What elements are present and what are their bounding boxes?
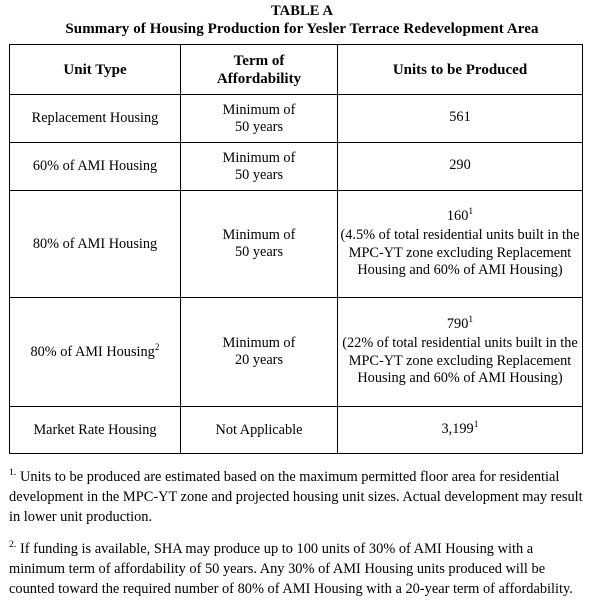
term-line2: 50 years bbox=[234, 166, 284, 183]
table-label: TABLE A bbox=[270, 3, 334, 19]
column-header-units-to-be-produced: Units to be Produced bbox=[338, 45, 583, 95]
cell-unit-type bbox=[10, 298, 181, 407]
cell-unit-type bbox=[10, 407, 181, 454]
cell-units bbox=[338, 95, 583, 143]
units-amount-wrap bbox=[338, 316, 582, 333]
term-line1: Minimum of bbox=[222, 335, 296, 351]
column-header-term-of-affordability bbox=[181, 45, 338, 95]
footnote-2 bbox=[9, 540, 588, 599]
column-header-unit-type: Unit Type bbox=[10, 45, 181, 95]
term-line1: Minimum of bbox=[222, 149, 296, 166]
cell-term bbox=[181, 95, 338, 143]
table-caption: Summary of Housing Production for Yesler Terrace Redevelopment Area bbox=[65, 21, 539, 37]
cell-units bbox=[338, 407, 583, 454]
table-row bbox=[10, 143, 583, 191]
cell-unit-type bbox=[10, 191, 181, 298]
unit-type-text: Market Rate Housing bbox=[33, 421, 157, 438]
table-row bbox=[10, 298, 583, 407]
footnote-1-text: Units to be produced are estimated based on the maximum permitted floor area for residential development in the MPC-YT zone and projected housing unit sizes. Actual development may result in lower unit production. bbox=[9, 469, 583, 525]
column-header-term-line2: Affordability bbox=[216, 70, 302, 87]
units-amount: 561 bbox=[449, 109, 471, 125]
table-row bbox=[10, 191, 583, 298]
footnote-2-marker: 2. bbox=[9, 539, 17, 551]
cell-term bbox=[181, 191, 338, 298]
term-line1: Minimum of bbox=[222, 227, 296, 243]
unit-type-text: 80% of AMI Housing bbox=[32, 235, 158, 252]
units-amount: 290 bbox=[449, 157, 471, 173]
units-amount-wrap bbox=[338, 208, 582, 225]
document-title-block bbox=[0, 0, 604, 39]
cell-unit-type bbox=[10, 95, 181, 143]
unit-type-text: Replacement Housing bbox=[31, 110, 159, 126]
cell-term bbox=[181, 298, 338, 407]
table-row bbox=[10, 95, 583, 143]
units-footnote-ref: 1 bbox=[468, 315, 474, 326]
units-amount: 3,199 bbox=[441, 420, 474, 437]
column-header-term-line1: Term of bbox=[233, 52, 285, 69]
table-row bbox=[10, 407, 583, 454]
unit-type-text: 80% of AMI Housing bbox=[30, 343, 155, 360]
term-line2: 20 years bbox=[234, 352, 284, 368]
units-detail: (4.5% of total residential units built in the MPC-YT zone excluding Replacement Housing and 60% of AMI Housing) bbox=[340, 227, 580, 279]
table-container bbox=[9, 44, 582, 454]
units-amount: 160 bbox=[446, 208, 469, 225]
cell-units bbox=[338, 298, 583, 407]
footnotes-section bbox=[9, 468, 588, 600]
units-amount-wrap bbox=[338, 109, 582, 126]
term-line1: Minimum of bbox=[222, 101, 296, 118]
table-header-row bbox=[10, 45, 583, 95]
units-detail: (22% of total residential units built in the MPC-YT zone excluding Replacement Housing and 60% of AMI Housing) bbox=[342, 335, 578, 387]
units-footnote-ref: 1 bbox=[473, 419, 479, 430]
cell-units bbox=[338, 191, 583, 298]
cell-unit-type bbox=[10, 143, 181, 191]
footnote-2-text: If funding is available, SHA may produce up to 100 units of 30% of AMI Housing with a minimum term of affordability of 50 years. Any 30% of AMI Housing units produced will be counted toward the required number of 80% of AMI Housing with a 20-year term of affordability. bbox=[9, 541, 573, 597]
term-line2: 50 years bbox=[234, 244, 284, 260]
units-footnote-ref: 1 bbox=[468, 207, 474, 218]
units-amount-wrap bbox=[338, 421, 582, 438]
units-amount-wrap bbox=[338, 157, 582, 174]
term-line2: 50 years bbox=[234, 118, 284, 135]
units-amount: 790 bbox=[446, 316, 469, 333]
footnote-1-marker: 1. bbox=[9, 467, 17, 479]
cell-term bbox=[181, 143, 338, 191]
housing-production-table bbox=[9, 44, 583, 454]
unit-type-footnote-ref: 2 bbox=[154, 342, 160, 353]
footnote-1 bbox=[9, 468, 588, 527]
unit-type-text: 60% of AMI Housing bbox=[32, 158, 158, 174]
term-line1: Not Applicable bbox=[215, 421, 303, 438]
cell-units bbox=[338, 143, 583, 191]
cell-term bbox=[181, 407, 338, 454]
